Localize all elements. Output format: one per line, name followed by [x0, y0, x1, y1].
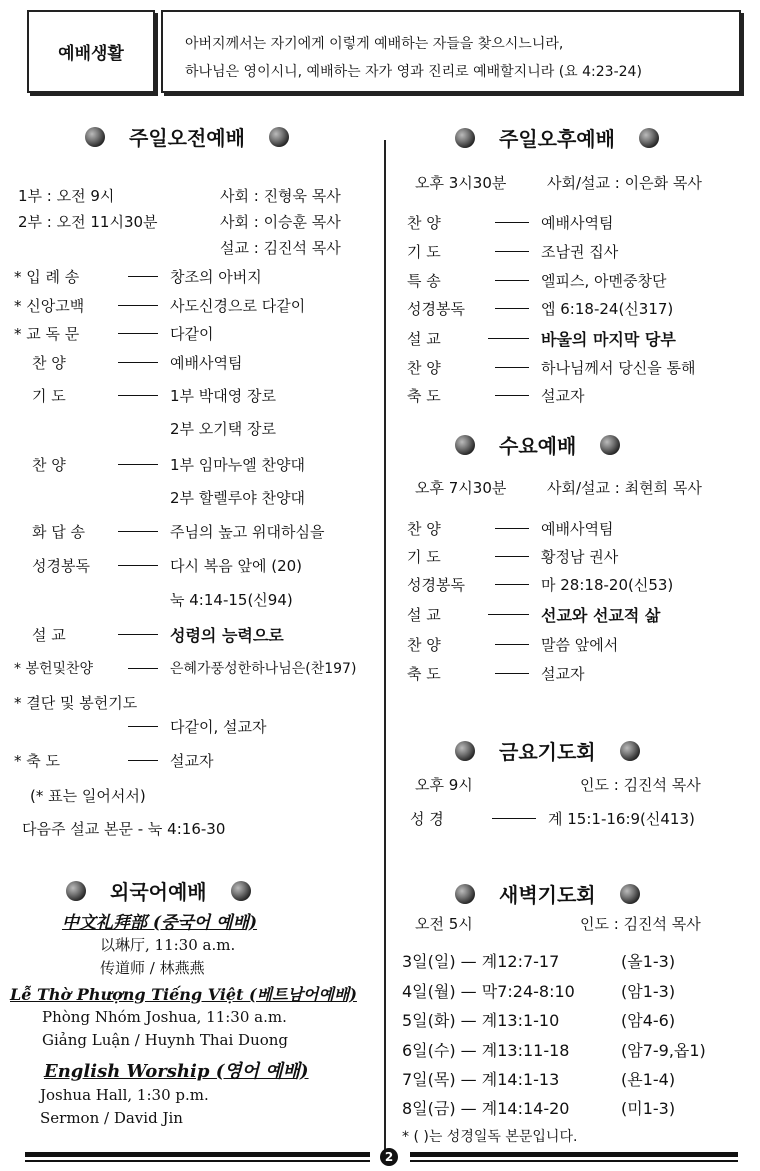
dawn-dash: — — [455, 1011, 482, 1030]
dawn-note: * ( )는 성경일독 본문입니다. — [402, 1129, 578, 1145]
dash-line — [495, 584, 529, 585]
order-label: 설 교 — [32, 626, 66, 644]
order-label: * 교 독 문 — [14, 325, 80, 343]
dash-line — [495, 251, 529, 252]
dawn-day: 3일(일) — [402, 952, 456, 971]
dash-line — [495, 222, 529, 223]
dawn-ref: (암4-6) — [621, 1011, 676, 1030]
order-value: 설교자 — [170, 752, 214, 770]
service2-time: 2부 : 오전 11시30분 — [18, 213, 158, 231]
bullet-icon — [620, 741, 640, 761]
dawn-title-text: 새벽기도회 — [499, 883, 596, 907]
dawn-ref: (미1-3) — [621, 1099, 676, 1118]
order-value: 황정남 권사 — [541, 548, 619, 566]
order-value: 사도신경으로 다같이 — [170, 297, 306, 315]
order-label: 축 도 — [407, 665, 441, 683]
footer-rule-right — [410, 1152, 738, 1157]
order-label: 찬 양 — [407, 636, 441, 654]
sunday-morning-title-text: 주일오전예배 — [129, 126, 245, 150]
dash-line — [118, 305, 158, 306]
order-value: 은혜가풍성한하나님은(찬197) — [170, 661, 357, 677]
afternoon-leader: 사회/설교 : 이은화 목사 — [547, 174, 702, 192]
order-label: 성경봉독 — [407, 576, 465, 594]
standing-note: (* 표는 일어서서) — [30, 787, 146, 805]
dawn-reading: 계14:14-20 — [481, 1099, 570, 1118]
order-value: 주님의 높고 위대하심을 — [170, 523, 325, 541]
bullet-icon — [620, 884, 640, 904]
page-number: 2 — [380, 1148, 398, 1166]
dawn-row — [402, 949, 559, 972]
dawn-dash: — — [455, 1099, 482, 1118]
dash-line — [488, 338, 529, 339]
dash-line — [492, 818, 536, 819]
dawn-ref: (올1-3) — [621, 952, 676, 971]
dash-line — [495, 308, 529, 309]
dawn-row — [402, 979, 575, 1002]
wednesday-title — [455, 430, 620, 459]
dash-line — [495, 280, 529, 281]
verse-line-2: 하나님은 영이시니, 예배하는 자가 영과 진리로 예배할지니라 (요 4:23-24) — [185, 64, 642, 80]
order-label: 특 송 — [407, 272, 441, 290]
dash-line — [118, 531, 158, 532]
friday-time: 오후 9시 — [415, 776, 473, 794]
order-value: 다같이, 설교자 — [170, 718, 267, 736]
friday-title — [455, 736, 640, 765]
service1-time: 1부 : 오전 9시 — [18, 187, 115, 205]
dawn-dash: — — [455, 1041, 482, 1060]
order-value: 말씀 앞에서 — [541, 636, 619, 654]
order-label: 기 도 — [32, 387, 66, 405]
afternoon-time: 오후 3시30분 — [415, 174, 507, 192]
column-divider — [384, 140, 386, 1150]
dawn-dash: — — [455, 1070, 482, 1089]
sermon-title: 바울의 마지막 당부 — [541, 330, 676, 349]
dawn-reading: 막7:24-8:10 — [481, 982, 575, 1001]
footer-rule-right-thin — [410, 1160, 738, 1162]
order-value: 2부 오기택 장로 — [170, 420, 277, 438]
bullet-icon — [231, 881, 251, 901]
bullet-icon — [66, 881, 86, 901]
english-line-1: Joshua Hall, 1:30 p.m. — [40, 1086, 209, 1104]
order-value: 2부 할렐루야 찬양대 — [170, 489, 306, 507]
dash-line — [495, 644, 529, 645]
dawn-row — [402, 1008, 559, 1031]
foreign-title-text: 외국어예배 — [110, 880, 207, 904]
english-line-2: Sermon / David Jin — [40, 1109, 183, 1127]
order-label: * 신앙고백 — [14, 297, 85, 315]
dawn-ref: (암1-3) — [621, 982, 676, 1001]
order-label: 기 도 — [407, 548, 441, 566]
dawn-time: 오전 5시 — [415, 915, 473, 933]
order-value: 하나님께서 당신을 통해 — [541, 359, 696, 377]
dawn-row — [402, 1096, 569, 1119]
chinese-line-2: 传道师 / 林燕燕 — [100, 959, 205, 977]
dash-line — [495, 673, 529, 674]
dash-line — [128, 668, 158, 669]
order-value: 1부 임마누엘 찬양대 — [170, 456, 306, 474]
wednesday-time: 오후 7시30분 — [415, 479, 507, 497]
dawn-day: 7일(목) — [402, 1070, 456, 1089]
order-label: 설 교 — [407, 606, 441, 624]
dash-line — [488, 614, 529, 615]
bullet-icon — [455, 435, 475, 455]
dash-line — [495, 528, 529, 529]
dash-line — [128, 760, 158, 761]
dawn-reading: 계13:1-10 — [481, 1011, 560, 1030]
dawn-reading: 계14:1-13 — [481, 1070, 560, 1089]
bullet-icon — [639, 128, 659, 148]
dash-line — [118, 333, 158, 334]
order-value: 예배사역팀 — [541, 214, 614, 232]
dawn-ref: (욘1-4) — [621, 1070, 676, 1089]
dash-line — [495, 395, 529, 396]
dawn-day: 8일(금) — [402, 1099, 456, 1118]
order-value: 예배사역팀 — [170, 354, 243, 372]
section-label: 예배생활 — [27, 10, 155, 93]
order-label: 기 도 — [407, 243, 441, 261]
order-value: 엡 6:18-24(신317) — [541, 300, 674, 318]
dawn-day: 4일(월) — [402, 982, 456, 1001]
footer-rule-left — [25, 1152, 370, 1157]
bullet-icon — [85, 127, 105, 147]
dash-line — [118, 362, 158, 363]
order-value: 설교자 — [541, 387, 585, 405]
bullet-icon — [455, 884, 475, 904]
sunday-afternoon-title — [455, 123, 659, 152]
order-label: 찬 양 — [407, 520, 441, 538]
preacher: 설교 : 김진석 목사 — [220, 239, 341, 257]
english-title: English Worship (영어 예배) — [44, 1061, 309, 1082]
order-value: 설교자 — [541, 665, 585, 683]
sermon-title: 성령의 능력으로 — [170, 626, 284, 645]
bullet-icon — [600, 435, 620, 455]
bullet-icon — [269, 127, 289, 147]
friday-scripture: 계 15:1-16:9(신413) — [548, 810, 695, 828]
order-label: 축 도 — [407, 387, 441, 405]
order-label: * 결단 및 봉헌기도 — [14, 694, 138, 712]
order-label: 찬 양 — [32, 456, 66, 474]
order-label: * 입 례 송 — [14, 268, 80, 286]
vietnamese-title: Lễ Thờ Phượng Tiếng Việt (베트남어예배) — [10, 985, 357, 1004]
chinese-line-1: 以琳厅, 11:30 a.m. — [100, 936, 236, 954]
order-value: 다같이 — [170, 325, 214, 343]
dash-line — [118, 565, 158, 566]
order-value: 조남권 집사 — [541, 243, 619, 261]
vietnamese-line-2: Giảng Luận / Huynh Thai Duong — [42, 1031, 289, 1049]
dash-line — [495, 556, 529, 557]
header-verse — [161, 10, 741, 93]
order-label: 찬 양 — [407, 214, 441, 232]
order-label: 찬 양 — [407, 359, 441, 377]
friday-leader: 인도 : 김진석 목사 — [580, 776, 701, 794]
dash-line — [495, 367, 529, 368]
footer-rule-left-thin — [25, 1160, 370, 1162]
dawn-day: 6일(수) — [402, 1041, 456, 1060]
dawn-leader: 인도 : 김진석 목사 — [580, 915, 701, 933]
wednesday-leader: 사회/설교 : 최현희 목사 — [547, 479, 702, 497]
bullet-icon — [455, 741, 475, 761]
order-value: 눅 4:14-15(신94) — [170, 591, 293, 609]
dawn-ref: (암7-9,옵1) — [621, 1041, 706, 1060]
dash-line — [128, 726, 158, 727]
dash-line — [118, 395, 158, 396]
dawn-row — [402, 1038, 569, 1061]
dash-line — [128, 276, 158, 277]
sunday-morning-title — [85, 122, 289, 151]
sunday-afternoon-title-text: 주일오후예배 — [499, 127, 615, 151]
dash-line — [118, 464, 158, 465]
order-label: * 봉헌및찬양 — [14, 661, 94, 677]
order-label: 설 교 — [407, 330, 441, 348]
dawn-row — [402, 1067, 559, 1090]
order-label: 성경봉독 — [32, 557, 90, 575]
dawn-title — [455, 879, 640, 908]
order-value: 예배사역팀 — [541, 520, 614, 538]
service2-leader: 사회 : 이승훈 목사 — [220, 213, 341, 231]
friday-title-text: 금요기도회 — [499, 740, 596, 764]
order-value: 엘피스, 아멘중창단 — [541, 272, 667, 290]
order-value: 1부 박대영 장로 — [170, 387, 277, 405]
chinese-title: 中文礼拜部 (중국어 예배) — [62, 913, 258, 933]
order-label: 화 답 송 — [32, 523, 86, 541]
dawn-dash: — — [455, 952, 482, 971]
order-value: 창조의 아버지 — [170, 268, 262, 286]
dash-line — [118, 634, 158, 635]
vietnamese-line-1: Phòng Nhóm Joshua, 11:30 a.m. — [42, 1008, 287, 1026]
verse-line-1: 아버지께서는 자기에게 이렇게 예배하는 자들을 찾으시느니라, — [185, 36, 564, 52]
dawn-reading: 계12:7-17 — [481, 952, 560, 971]
dawn-dash: — — [455, 982, 482, 1001]
dawn-day: 5일(화) — [402, 1011, 456, 1030]
order-label: 찬 양 — [32, 354, 66, 372]
order-label: * 축 도 — [14, 752, 61, 770]
order-label: 성경봉독 — [407, 300, 465, 318]
next-sermon: 다음주 설교 본문 - 눅 4:16-30 — [22, 820, 226, 838]
order-value: 다시 복음 앞에 (20) — [170, 557, 303, 575]
sermon-title: 선교와 선교적 삶 — [541, 606, 661, 625]
service1-leader: 사회 : 진형욱 목사 — [220, 187, 341, 205]
bullet-icon — [455, 128, 475, 148]
order-value: 마 28:18-20(신53) — [541, 576, 674, 594]
foreign-title — [66, 876, 251, 905]
friday-scripture-label: 성 경 — [410, 810, 444, 828]
wednesday-title-text: 수요예배 — [499, 434, 577, 458]
dawn-reading: 계13:11-18 — [481, 1041, 570, 1060]
